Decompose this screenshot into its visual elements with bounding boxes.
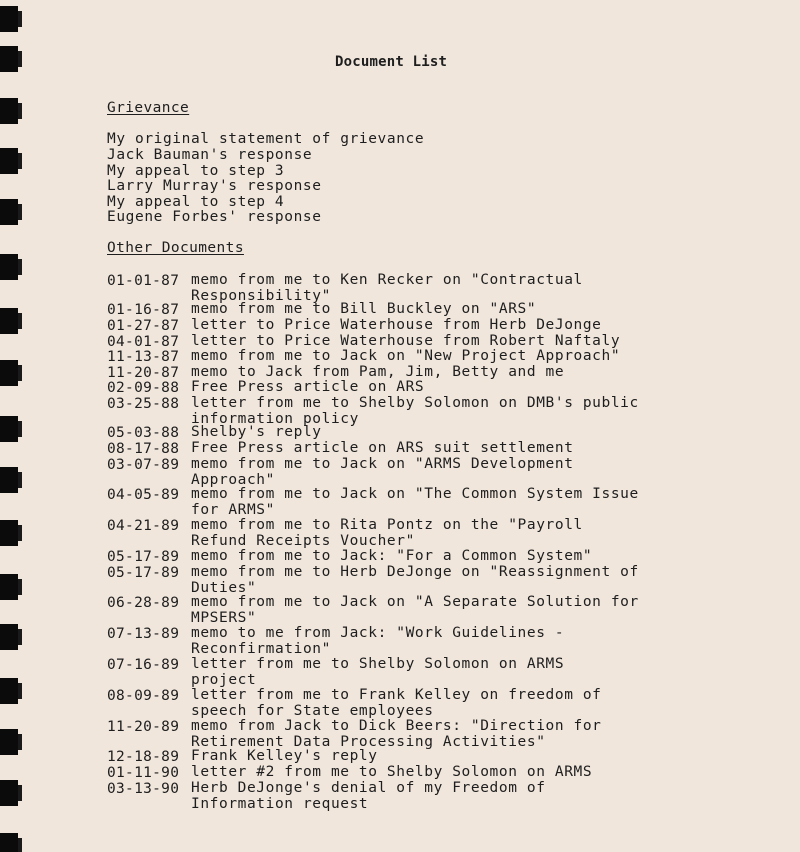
entry-date: 07-16-89 <box>107 657 180 673</box>
entry-date: 03-25-88 <box>107 396 180 412</box>
entry-date: 07-13-89 <box>107 626 180 642</box>
entry-description-line: MPSERS" <box>191 609 257 626</box>
entry-description <box>191 549 592 565</box>
entry-description-line: Shelby's reply <box>191 424 322 440</box>
grievance-item: My appeal to step 3 <box>107 163 285 179</box>
entry-description-line: speech for State employees <box>191 702 434 719</box>
entry-description <box>191 595 639 626</box>
entry-description-line: memo from me to Jack on "New Project Approach" <box>191 348 621 364</box>
other-documents-heading: Other Documents <box>107 240 244 256</box>
entry-description-line: Information request <box>191 795 369 812</box>
entry-description <box>191 349 620 365</box>
entry-description <box>191 302 536 318</box>
entry-description-line: letter to Price Waterhouse from Robert Naftaly <box>191 333 621 349</box>
entry-description-line: Refund Receipts Voucher" <box>191 532 415 549</box>
entry-description-line: memo from me to Jack on "The Common System Issue <box>191 486 639 502</box>
entry-description-line: memo from me to Herb DeJonge on "Reassignment of <box>191 564 639 580</box>
entry-description-line: memo to me from Jack: "Work Guidelines - <box>191 625 565 641</box>
entry-description-line: memo from me to Ken Recker on "Contractual <box>191 272 583 288</box>
entry-date: 04-05-89 <box>107 487 180 503</box>
entry-description-line: memo from Jack to Dick Beers: "Direction for <box>191 718 602 734</box>
entry-date: 01-11-90 <box>107 765 180 781</box>
entry-description <box>191 749 378 765</box>
entry-description-line: Free Press article on ARS suit settlement <box>191 440 574 456</box>
grievance-heading: Grievance <box>107 100 190 116</box>
entry-description-line: memo from me to Jack on "A Separate Solution for <box>191 594 639 610</box>
grievance-item: Larry Murray's response <box>107 178 322 194</box>
entry-description-line: letter from me to Shelby Solomon on DMB's public <box>191 395 639 411</box>
entry-description <box>191 781 546 812</box>
entry-date: 04-21-89 <box>107 518 180 534</box>
entry-description-line: memo from me to Jack: "For a Common System" <box>191 548 593 564</box>
entry-description-line: memo from me to Jack on "ARMS Development <box>191 456 574 472</box>
entry-description-line: information policy <box>191 410 359 427</box>
entry-date: 01-16-87 <box>107 302 180 318</box>
entry-date: 11-20-89 <box>107 719 180 735</box>
entry-date: 05-03-88 <box>107 425 180 441</box>
page-title: Document List <box>335 54 448 70</box>
entry-description <box>191 318 602 334</box>
entry-description <box>191 565 639 596</box>
entry-description-line: Free Press article on ARS <box>191 379 425 395</box>
entry-date: 01-27-87 <box>107 318 180 334</box>
entry-description <box>191 396 639 427</box>
entry-date: 05-17-89 <box>107 565 180 581</box>
entry-date: 08-17-88 <box>107 441 180 457</box>
grievance-item: Eugene Forbes' response <box>107 209 322 225</box>
entry-description-line: memo from me to Rita Pontz on the "Payroll <box>191 517 583 533</box>
entry-description-line: letter from me to Shelby Solomon on ARMS <box>191 656 565 672</box>
entry-description-line: Reconfirmation" <box>191 640 331 657</box>
entry-date: 06-28-89 <box>107 595 180 611</box>
entry-description <box>191 380 424 396</box>
entry-description <box>191 457 574 488</box>
entry-date: 05-17-89 <box>107 549 180 565</box>
entry-description-line: Responsibility" <box>191 287 331 304</box>
entry-description-line: memo from me to Bill Buckley on "ARS" <box>191 301 537 317</box>
entry-description <box>191 273 583 304</box>
entry-date: 12-18-89 <box>107 749 180 765</box>
grievance-item: Jack Bauman's response <box>107 147 313 163</box>
entry-date: 03-13-90 <box>107 781 180 797</box>
entry-description <box>191 657 564 688</box>
grievance-item: My original statement of grievance <box>107 131 425 147</box>
entry-description <box>191 719 602 750</box>
entry-description-line: Approach" <box>191 471 275 488</box>
entry-date: 01-01-87 <box>107 273 180 289</box>
entry-description <box>191 518 583 549</box>
entry-description <box>191 626 564 657</box>
entry-description <box>191 441 574 457</box>
entry-description-line: letter from me to Frank Kelley on freedom of <box>191 687 602 703</box>
grievance-item: My appeal to step 4 <box>107 194 285 210</box>
entry-description-line: Retirement Data Processing Activities" <box>191 733 546 750</box>
entry-description-line: Frank Kelley's reply <box>191 748 378 764</box>
entry-description <box>191 487 639 518</box>
entry-date: 11-20-87 <box>107 365 180 381</box>
entry-date: 02-09-88 <box>107 380 180 396</box>
entry-description-line: for ARMS" <box>191 501 275 518</box>
entry-description-line: memo to Jack from Pam, Jim, Betty and me <box>191 364 565 380</box>
entry-description <box>191 765 592 781</box>
entry-description-line: Duties" <box>191 579 257 596</box>
entry-date: 03-07-89 <box>107 457 180 473</box>
entry-date: 04-01-87 <box>107 334 180 350</box>
entry-description-line: letter to Price Waterhouse from Herb DeJonge <box>191 317 602 333</box>
entry-date: 11-13-87 <box>107 349 180 365</box>
entry-date: 08-09-89 <box>107 688 180 704</box>
entry-description-line: Herb DeJonge's denial of my Freedom of <box>191 780 546 796</box>
entry-description-line: letter #2 from me to Shelby Solomon on ARMS <box>191 764 593 780</box>
entry-description-line: project <box>191 671 257 688</box>
entry-description <box>191 425 322 441</box>
entry-description <box>191 688 602 719</box>
